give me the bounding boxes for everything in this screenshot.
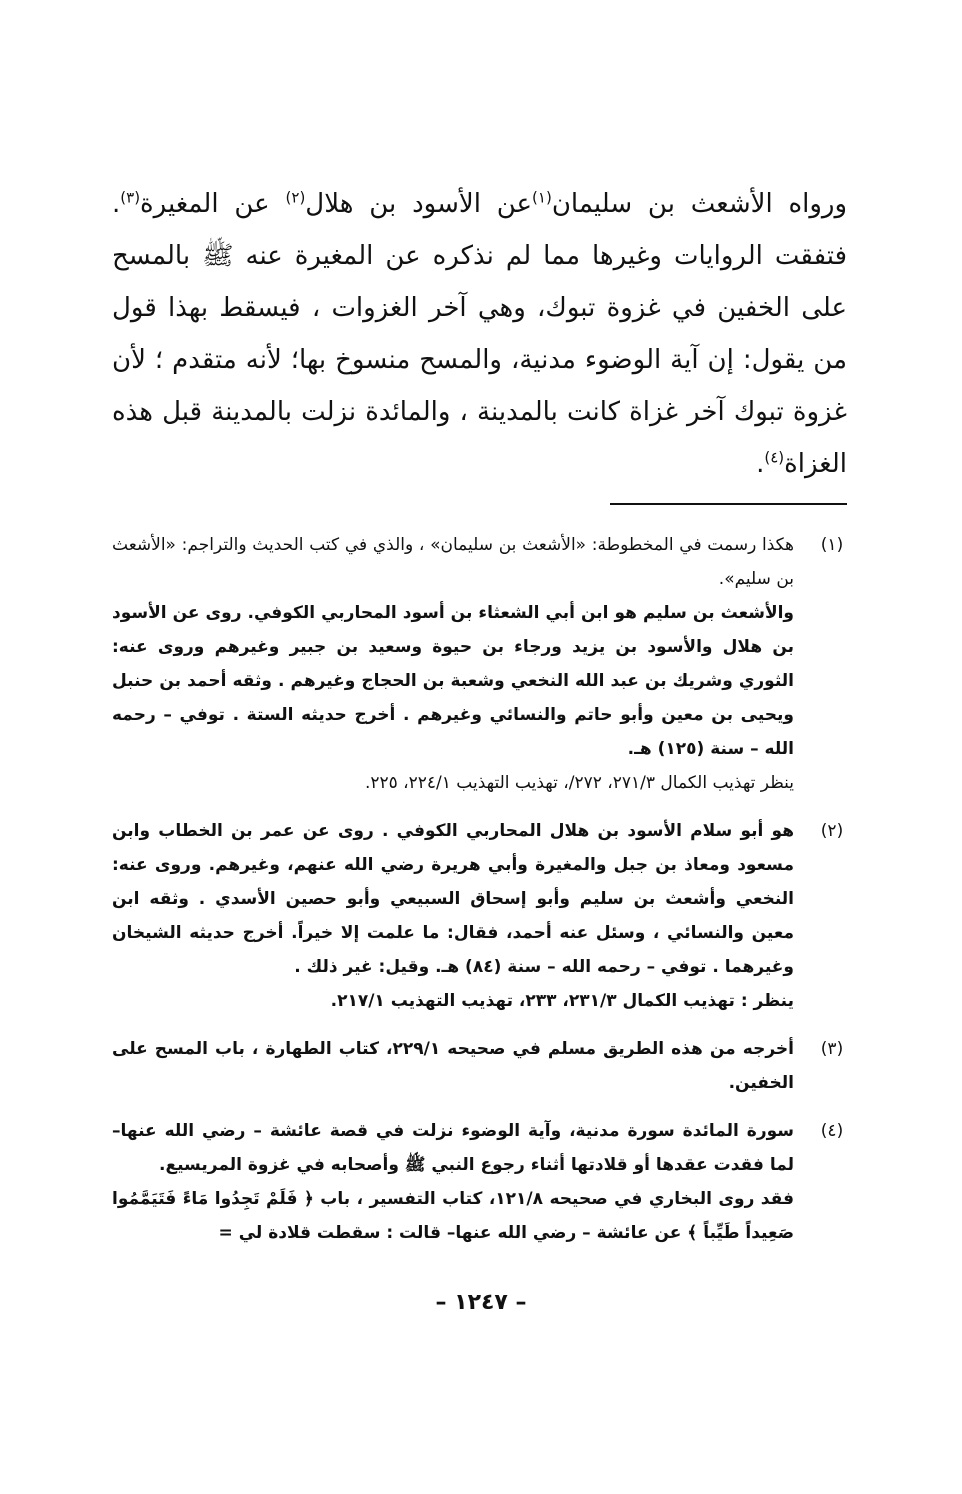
footnote-line: فقد روى البخاري في صحيحه ١٢١/٨، كتاب التفسير ، باب ﴿ فَلَمْ تَجِدُوا مَاءً فَتَيَمَّمُوا صَعِيداً طَيِّباً ﴾ عن عائشة – رضي الله عنها– قالت : سقطت قلادة لي =: [112, 1189, 794, 1243]
footnote-line: أخرجه من هذه الطريق مسلم في صحيحه ٢٢٩/١، كتاب الطهارة ، باب المسح على الخفين.: [112, 1039, 794, 1093]
footnote-number: (٢): [820, 821, 844, 841]
main-text-segment: عن المغيرة: [140, 189, 286, 219]
footnote-line: هكذا رسمت في المخطوطة: «الأشعث بن سليمان» ، والذي في كتب الحديث والتراجم: «الأشعث بن سليم».: [112, 535, 794, 589]
footnote-line: والأشعث بن سليم هو ابن أبي الشعثاء بن أسود المحاربي الكوفي. روى عن الأسود بن هلال والأسود بن يزيد ورجاء بن حيوة وسعيد بن جبير وغيرهم وروى عنه: الثوري وشريك بن عبد الله النخعي وشعبة بن الحجاج وغيرهم . وثقه أحمد بن حنبل ويحيى بن معين وأبو حاتم والنسائي وغيرهم . أخرج حديثه الستة . توفي – رحمه الله – سنة (١٢٥) هـ.: [112, 603, 794, 759]
main-text: [112, 178, 847, 490]
footnote-line: هو أبو سلام الأسود بن هلال المحاربي الكوفي . روى عن عمر بن الخطاب وابن مسعود ومعاذ بن جبل والمغيرة وأبي هريرة رضي الله عنهم، وغيرهم. وروى عنه: النخعي وأشعث بن سليم وأبو إسحاق السبيعي وأبو حصين الأسدي . وثقه ابن معين والنسائي ، وسئل عنه أحمد، فقال: ما علمت إلا خيراً. أخرج حديثه الشيخان وغيرهما . توفي – رحمه الله – سنة (٨٤) هـ. وقيل: غير ذلك .: [112, 821, 794, 977]
footnotes: [112, 528, 852, 1264]
footnote-4: [112, 1114, 852, 1250]
footnote-line: ينظر تهذيب الكمال ٢٧١/٣، ٢٧٢/، تهذيب التهذيب ٢٢٤/١، ٢٢٥.: [364, 773, 794, 793]
footnote-line: ينظر : تهذيب الكمال ٢٣١/٣، ٢٣٣، تهذيب التهذيب ٢١٧/١.: [330, 991, 794, 1011]
footnote-3: [112, 1032, 852, 1100]
main-paragraph: [112, 178, 847, 490]
main-text-segment: ورواه الأشعث بن سليمان: [551, 189, 848, 219]
footnote-2: [112, 814, 852, 1018]
footnote-ref: (٤): [764, 448, 785, 467]
footnote-ref: (١): [532, 188, 552, 207]
footnote-number: (٣): [820, 1039, 844, 1059]
footnote-ref: (٢): [285, 188, 306, 207]
main-text-segment: .: [756, 449, 765, 479]
page-number: – ١٢٤٧ –: [435, 1290, 527, 1315]
footnote-ref: (٣): [120, 188, 141, 207]
footnote-separator: [610, 503, 847, 505]
footnote-number: (١): [820, 535, 844, 555]
main-text-segment: عن الأسود بن هلال: [305, 189, 533, 219]
footnote-number: (٤): [820, 1121, 844, 1141]
main-text-segment: . فتفقت الروايات وغيرها مما لم نذكره عن المغيرة عنه ﷺ بالمسح على الخفين في غزوة تبوك، وهي آخر الغزوات ، فيسقط بهذا قول من يقول: إن آية الوضوء مدنية، والمسح منسوخ بها؛ لأنه متقدم ؛ لأن غزوة تبوك آخر غزاة كانت بالمدينة ، والمائدة نزلت بالمدينة قبل هذه الغزاة: [112, 189, 847, 479]
footnote-1: [112, 528, 852, 800]
footnote-line: سورة المائدة سورة مدنية، وآية الوضوء نزلت في قصة عائشة – رضي الله عنها– لما فقدت عقدها أو قلادتها أثناء رجوع النبي ﷺ وأصحابه في غزوة المريسيع.: [112, 1121, 794, 1175]
